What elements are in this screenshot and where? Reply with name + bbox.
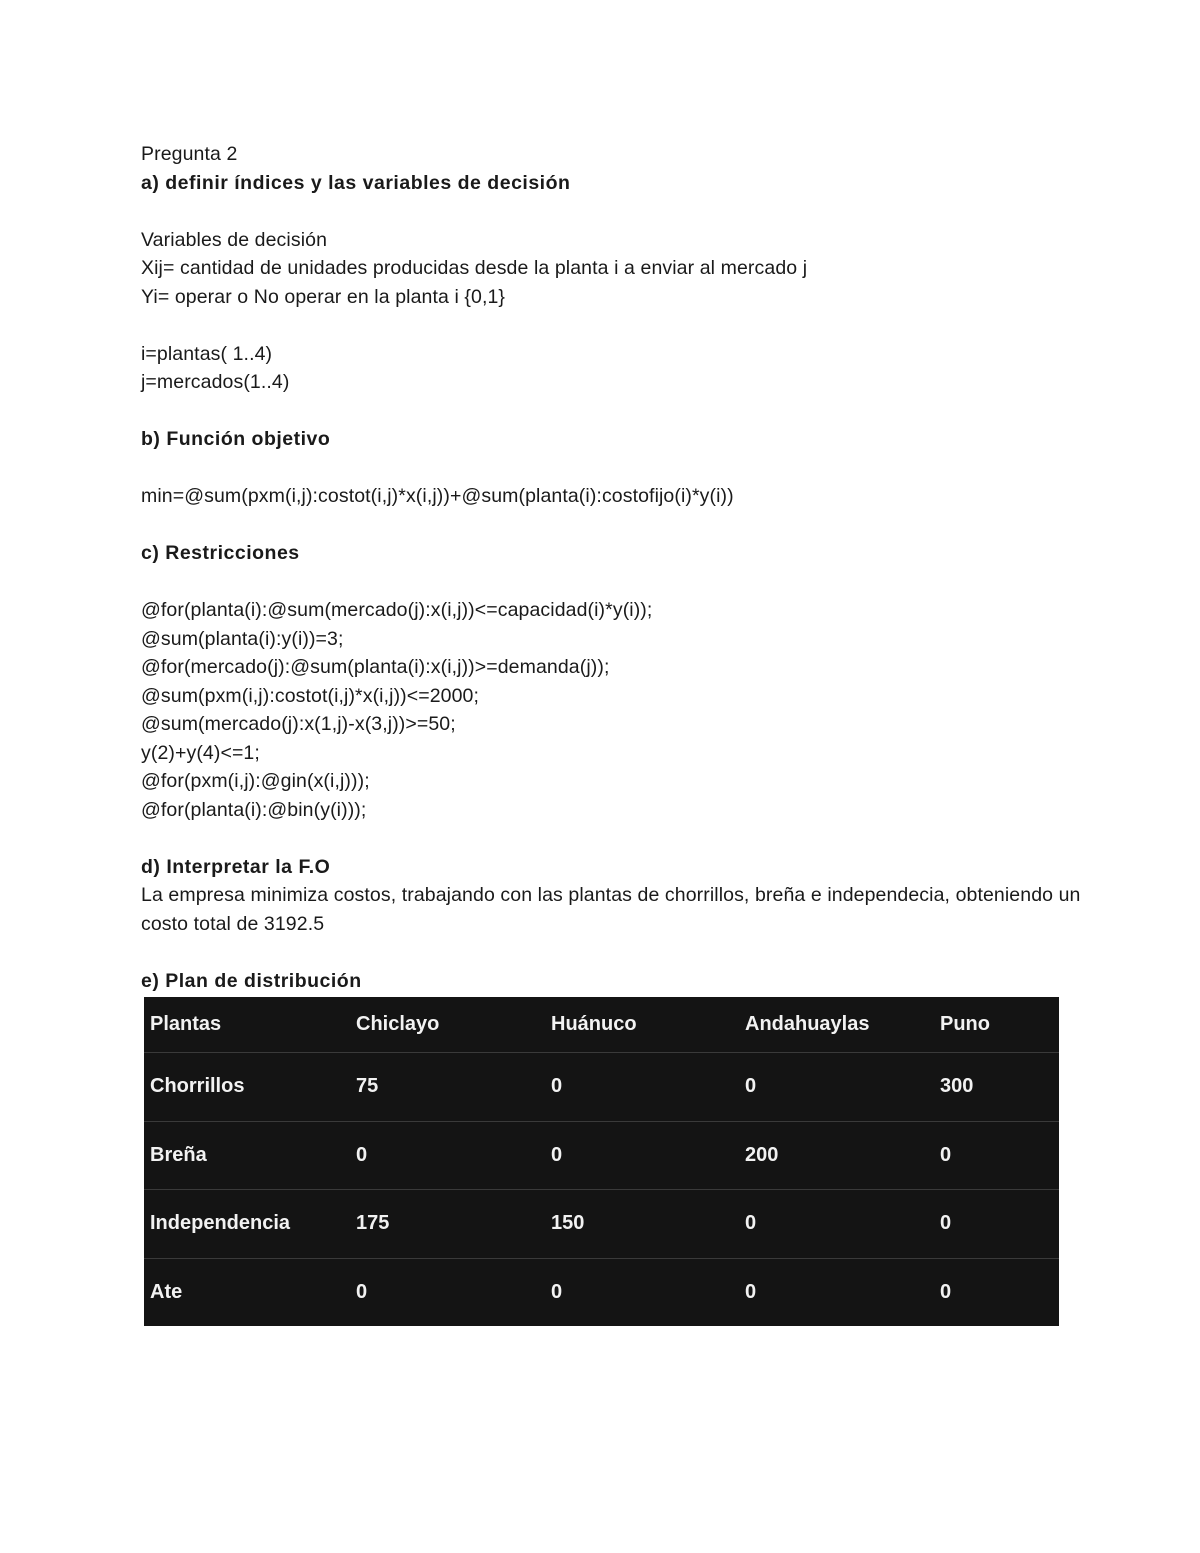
table-cell: 0 <box>934 1190 1059 1259</box>
plant-name-cell: Breña <box>144 1121 350 1190</box>
constraint-line: @sum(planta(i):y(i))=3; <box>141 627 344 650</box>
table-cell: 200 <box>739 1121 934 1190</box>
column-header: Chiclayo <box>356 1013 440 1035</box>
table-row <box>144 1053 1059 1122</box>
column-header: Andahuaylas <box>745 1013 870 1035</box>
column-header: Huánuco <box>551 1013 637 1035</box>
table-cell: 0 <box>350 1121 545 1190</box>
plant-name-cell: Ate <box>144 1258 350 1326</box>
table-row <box>144 1190 1059 1259</box>
plant-name-cell: Chorrillos <box>144 1053 350 1122</box>
section-b-heading: b) Función objetivo <box>141 428 331 450</box>
document-page <box>141 140 1081 1326</box>
section-e-heading: e) Plan de distribución <box>141 969 362 992</box>
table-cell: 0 <box>739 1053 934 1122</box>
section-c-heading: c) Restricciones <box>141 542 300 564</box>
section-a-heading: a) definir índices y las variables de decisión <box>141 171 571 194</box>
column-header: Puno <box>940 1013 990 1035</box>
table-cell: 175 <box>350 1190 545 1259</box>
index-i-definition: i=plantas( 1..4) <box>141 342 273 365</box>
interpretation-text: La empresa minimiza costos, trabajando con las plantas de chorrillos, breña e independecia, obteniendo un costo total de 3192.5 <box>141 884 1081 935</box>
constraint-line: @sum(mercado(j):x(1,j)-x(3,j))>=50; <box>141 713 456 735</box>
spacer <box>141 511 1081 540</box>
spacer <box>141 397 1081 426</box>
table-header-row <box>144 997 1059 1053</box>
table-cell: 0 <box>934 1258 1059 1326</box>
column-header: Plantas <box>150 1013 222 1035</box>
table-cell: 0 <box>545 1053 739 1122</box>
plant-name-cell: Independencia <box>144 1190 350 1259</box>
table-cell: 0 <box>545 1258 739 1326</box>
table-cell: 300 <box>934 1053 1059 1122</box>
spacer <box>141 197 1081 226</box>
table-row <box>144 1121 1059 1190</box>
distribution-table <box>144 997 1059 1326</box>
distribution-table-container <box>144 997 1059 1326</box>
constraint-line: @for(planta(i):@sum(mercado(j):x(i,j))<=capacidad(i)*y(i)); <box>141 599 653 621</box>
constraint-line: @sum(pxm(i,j):costot(i,j)*x(i,j))<=2000; <box>141 684 480 707</box>
spacer <box>141 568 1081 597</box>
objective-function: min=@sum(pxm(i,j):costot(i,j)*x(i,j))+@sum(planta(i):costofijo(i)*y(i)) <box>141 485 734 507</box>
constraint-line: @for(mercado(j):@sum(planta(i):x(i,j))>=demanda(j)); <box>141 656 610 678</box>
decision-variables-label: Variables de decisión <box>141 228 328 251</box>
table-cell: 0 <box>350 1258 545 1326</box>
table-cell: 0 <box>545 1121 739 1190</box>
spacer <box>141 311 1081 340</box>
spacer <box>141 824 1081 853</box>
table-row <box>144 1258 1059 1326</box>
constraint-line: @for(pxm(i,j):@gin(x(i,j))); <box>141 770 370 792</box>
variable-yi-definition: Yi= operar o No operar en la planta i {0,1} <box>141 285 506 308</box>
table-cell: 0 <box>934 1121 1059 1190</box>
question-title: Pregunta 2 <box>141 143 238 165</box>
section-d-heading: d) Interpretar la F.O <box>141 855 331 878</box>
table-cell: 150 <box>545 1190 739 1259</box>
constraint-line: @for(planta(i):@bin(y(i))); <box>141 798 367 821</box>
variable-xij-definition: Xij= cantidad de unidades producidas desde la planta i a enviar al mercado j <box>141 257 808 279</box>
table-cell: 0 <box>739 1190 934 1259</box>
table-cell: 75 <box>350 1053 545 1122</box>
index-j-definition: j=mercados(1..4) <box>141 371 290 393</box>
constraint-line: y(2)+y(4)<=1; <box>141 741 260 764</box>
table-cell: 0 <box>739 1258 934 1326</box>
spacer <box>141 454 1081 483</box>
spacer <box>141 938 1081 967</box>
